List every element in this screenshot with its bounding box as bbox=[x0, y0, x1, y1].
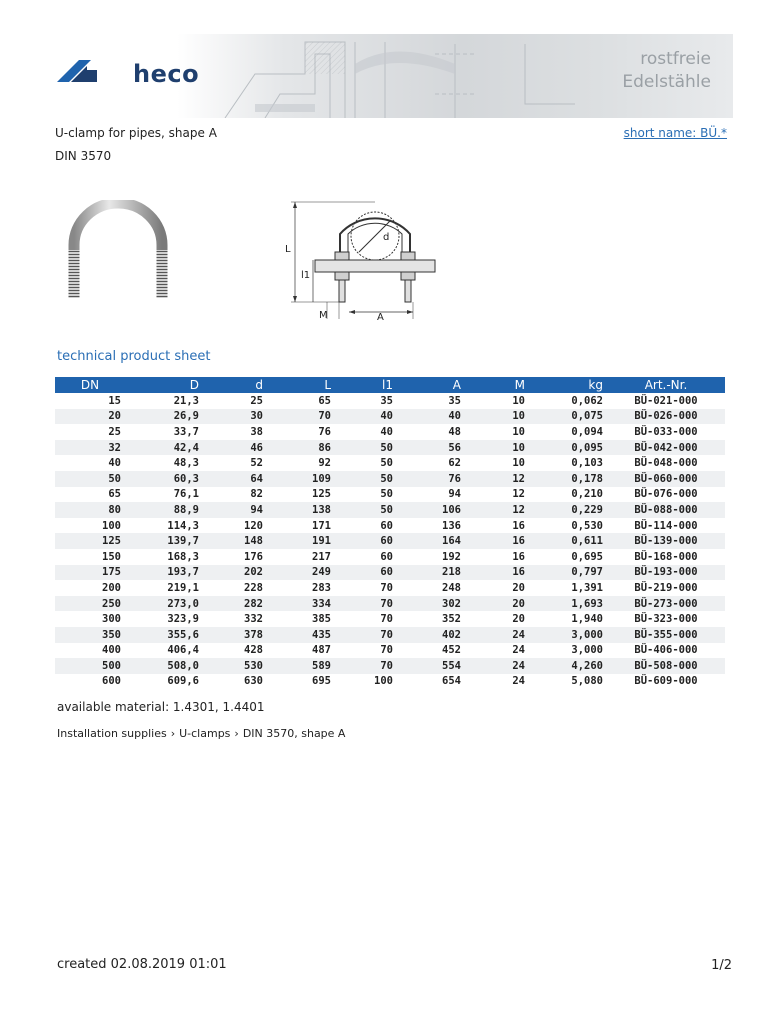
cell-kg: 0,530 bbox=[571, 519, 603, 532]
cell-m: 10 bbox=[512, 457, 525, 470]
cell-dn: 80 bbox=[55, 502, 125, 518]
cell-dn: 350 bbox=[55, 627, 125, 643]
cell-l: 249 bbox=[267, 565, 335, 581]
cell-art-nr: BÜ-355-000 bbox=[607, 627, 725, 643]
cell-d-inner: 25 bbox=[250, 394, 263, 407]
product-standard: DIN 3570 bbox=[55, 149, 112, 163]
tagline-line-1: rostfreie bbox=[640, 49, 711, 69]
cell-m: 10 bbox=[512, 425, 525, 438]
header-art-nr: Art.-Nr. bbox=[607, 377, 725, 393]
table-row bbox=[55, 487, 725, 503]
dim-label-A: A bbox=[377, 312, 384, 323]
cell-d-inner: 202 bbox=[203, 565, 267, 581]
cell-l: 695 bbox=[312, 675, 331, 688]
cell-a: 106 bbox=[397, 502, 465, 518]
cell-dn: 65 bbox=[108, 488, 121, 501]
cell-l: 171 bbox=[312, 519, 331, 532]
cell-l: 435 bbox=[267, 627, 335, 643]
cell-m: 20 bbox=[512, 581, 525, 594]
cell-d-outer: 508,0 bbox=[125, 658, 203, 674]
cell-d-inner: 176 bbox=[244, 550, 263, 563]
cell-l1: 100 bbox=[374, 675, 393, 688]
cell-art-nr: BÜ-026-000 bbox=[607, 409, 725, 425]
cell-art-nr: BÜ-273-000 bbox=[607, 596, 725, 612]
header-l: L bbox=[267, 377, 335, 393]
cell-art-nr: BÜ-508-000 bbox=[607, 658, 725, 674]
cell-d-outer: 48,3 bbox=[173, 457, 199, 470]
table-row bbox=[55, 565, 725, 581]
section-title: technical product sheet bbox=[57, 349, 211, 364]
cell-l1: 60 bbox=[335, 565, 397, 581]
cell-kg: 0,229 bbox=[529, 502, 607, 518]
cell-a: 76 bbox=[397, 471, 465, 487]
cell-d-outer: 21,3 bbox=[173, 394, 199, 407]
header-banner bbox=[55, 34, 733, 118]
cell-a: 35 bbox=[448, 394, 461, 407]
cell-l: 191 bbox=[267, 533, 335, 549]
cell-m: 16 bbox=[465, 565, 529, 581]
cell-m: 16 bbox=[512, 519, 525, 532]
cell-a: 554 bbox=[397, 658, 465, 674]
cell-l: 76 bbox=[318, 425, 331, 438]
cell-m: 24 bbox=[512, 675, 525, 688]
cell-d-inner: 282 bbox=[203, 596, 267, 612]
cell-kg: 4,260 bbox=[529, 658, 607, 674]
cell-kg: 5,080 bbox=[571, 675, 603, 688]
cell-a: 402 bbox=[397, 627, 465, 643]
cell-l1: 60 bbox=[335, 533, 397, 549]
cell-d-inner: 120 bbox=[244, 519, 263, 532]
cell-kg: 0,797 bbox=[529, 565, 607, 581]
header-kg: kg bbox=[529, 377, 607, 393]
cell-l1: 40 bbox=[335, 409, 397, 425]
cell-l: 65 bbox=[318, 394, 331, 407]
dimension-table bbox=[55, 377, 725, 689]
header-m: M bbox=[465, 377, 529, 393]
cell-art-nr: BÜ-088-000 bbox=[607, 502, 725, 518]
breadcrumb-separator: › bbox=[170, 727, 176, 740]
page-number: 1/2 bbox=[711, 958, 732, 973]
cell-d-outer: 60,3 bbox=[125, 471, 203, 487]
cell-kg: 0,094 bbox=[571, 425, 603, 438]
cell-dn: 100 bbox=[102, 519, 121, 532]
breadcrumb-installation-supplies[interactable]: Installation supplies bbox=[57, 727, 167, 740]
cell-l1: 50 bbox=[335, 440, 397, 456]
tagline-line-2: Edelstähle bbox=[622, 72, 711, 92]
cell-d-outer: 406,4 bbox=[167, 644, 199, 657]
table-row bbox=[55, 455, 725, 471]
cell-l1: 50 bbox=[380, 488, 393, 501]
cell-art-nr: BÜ-033-000 bbox=[634, 425, 698, 438]
dim-label-d: d bbox=[383, 232, 390, 243]
cell-l: 334 bbox=[267, 596, 335, 612]
cell-l1: 70 bbox=[335, 627, 397, 643]
table-row bbox=[55, 580, 725, 596]
cell-kg: 3,000 bbox=[571, 644, 603, 657]
dim-label-M: M bbox=[319, 310, 328, 321]
table-row bbox=[55, 393, 725, 409]
cell-kg: 1,940 bbox=[571, 613, 603, 626]
cell-dn: 50 bbox=[55, 471, 125, 487]
cell-a: 48 bbox=[448, 425, 461, 438]
cell-art-nr: BÜ-048-000 bbox=[634, 457, 698, 470]
table-header-row bbox=[55, 377, 725, 393]
breadcrumb-separator: › bbox=[234, 727, 239, 740]
cell-kg: 0,062 bbox=[571, 394, 603, 407]
cell-d-inner: 30 bbox=[203, 409, 267, 425]
cell-d-outer: 139,7 bbox=[125, 533, 203, 549]
cell-d-outer: 114,3 bbox=[167, 519, 199, 532]
cell-m: 20 bbox=[512, 613, 525, 626]
cell-m: 12 bbox=[512, 488, 525, 501]
cell-l1: 70 bbox=[380, 581, 393, 594]
cell-art-nr: BÜ-406-000 bbox=[634, 644, 698, 657]
cell-d-outer: 193,7 bbox=[125, 565, 203, 581]
cell-dn: 600 bbox=[102, 675, 121, 688]
cell-dn: 20 bbox=[55, 409, 125, 425]
cell-dn: 32 bbox=[55, 440, 125, 456]
cell-l: 487 bbox=[312, 644, 331, 657]
table-row bbox=[55, 502, 725, 518]
table-row bbox=[55, 658, 725, 674]
cell-l1: 70 bbox=[380, 613, 393, 626]
cell-d-inner: 428 bbox=[244, 644, 263, 657]
cell-d-inner: 332 bbox=[244, 613, 263, 626]
cell-kg: 0,210 bbox=[571, 488, 603, 501]
cell-kg: 0,611 bbox=[529, 533, 607, 549]
cell-l: 92 bbox=[318, 457, 331, 470]
cell-art-nr: BÜ-042-000 bbox=[607, 440, 725, 456]
cell-d-outer: 33,7 bbox=[173, 425, 199, 438]
cell-a: 192 bbox=[442, 550, 461, 563]
header-d-inner: d bbox=[203, 377, 267, 393]
cell-art-nr: BÜ-060-000 bbox=[607, 471, 725, 487]
cell-dn: 150 bbox=[102, 550, 121, 563]
cell-dn: 175 bbox=[55, 565, 125, 581]
cell-art-nr: BÜ-323-000 bbox=[634, 613, 698, 626]
table-row bbox=[55, 440, 725, 456]
cell-m: 24 bbox=[465, 627, 529, 643]
cell-art-nr: BÜ-219-000 bbox=[634, 581, 698, 594]
cell-l1: 50 bbox=[335, 502, 397, 518]
cell-a: 302 bbox=[397, 596, 465, 612]
cell-dn: 15 bbox=[108, 394, 121, 407]
table-row bbox=[55, 533, 725, 549]
cell-l: 109 bbox=[267, 471, 335, 487]
cell-a: 40 bbox=[397, 409, 465, 425]
table-row bbox=[55, 518, 725, 534]
dim-label-L: L bbox=[285, 244, 291, 255]
cell-art-nr: BÜ-168-000 bbox=[634, 550, 698, 563]
header-dn: DN bbox=[55, 377, 125, 393]
cell-dn: 300 bbox=[102, 613, 121, 626]
cell-l1: 70 bbox=[380, 644, 393, 657]
table-row bbox=[55, 471, 725, 487]
cell-dn: 40 bbox=[108, 457, 121, 470]
cell-l1: 50 bbox=[335, 471, 397, 487]
cell-d-outer: 323,9 bbox=[167, 613, 199, 626]
cell-d-inner: 228 bbox=[244, 581, 263, 594]
cell-l1: 35 bbox=[380, 394, 393, 407]
cell-m: 20 bbox=[465, 596, 529, 612]
cell-a: 136 bbox=[442, 519, 461, 532]
table-row bbox=[55, 627, 725, 643]
cell-d-inner: 148 bbox=[203, 533, 267, 549]
cell-art-nr: BÜ-021-000 bbox=[634, 394, 698, 407]
cell-d-inner: 94 bbox=[203, 502, 267, 518]
cell-m: 16 bbox=[512, 550, 525, 563]
table-row bbox=[55, 549, 725, 565]
cell-art-nr: BÜ-076-000 bbox=[634, 488, 698, 501]
u-clamp-dimension-drawing-icon bbox=[285, 194, 445, 329]
available-material: available material: 1.4301, 1.4401 bbox=[57, 700, 265, 714]
created-timestamp: created 02.08.2019 01:01 bbox=[57, 957, 227, 972]
cell-d-outer: 26,9 bbox=[125, 409, 203, 425]
cell-d-inner: 82 bbox=[250, 488, 263, 501]
cell-kg: 1,391 bbox=[571, 581, 603, 594]
cell-kg: 0,095 bbox=[529, 440, 607, 456]
cell-kg: 3,000 bbox=[529, 627, 607, 643]
cell-d-inner: 530 bbox=[203, 658, 267, 674]
cell-d-outer: 42,4 bbox=[125, 440, 203, 456]
cell-l: 283 bbox=[312, 581, 331, 594]
cell-d-inner: 46 bbox=[203, 440, 267, 456]
short-name-link[interactable]: short name: BÜ.* bbox=[623, 126, 727, 140]
breadcrumb bbox=[57, 727, 345, 740]
header-l1: l1 bbox=[335, 377, 397, 393]
cell-art-nr: BÜ-139-000 bbox=[607, 533, 725, 549]
cell-m: 10 bbox=[465, 409, 529, 425]
cell-l1: 60 bbox=[380, 550, 393, 563]
product-title: U-clamp for pipes, shape A bbox=[55, 126, 217, 140]
breadcrumb-u-clamps[interactable]: U-clamps bbox=[179, 727, 231, 740]
header-d-outer: D bbox=[125, 377, 203, 393]
u-clamp-photo-icon bbox=[64, 200, 174, 300]
cell-a: 654 bbox=[442, 675, 461, 688]
cell-d-outer: 609,6 bbox=[167, 675, 199, 688]
cell-d-outer: 88,9 bbox=[125, 502, 203, 518]
cell-art-nr: BÜ-114-000 bbox=[634, 519, 698, 532]
cell-dn: 125 bbox=[55, 533, 125, 549]
cell-m: 12 bbox=[465, 502, 529, 518]
table-row bbox=[55, 424, 725, 440]
cell-a: 62 bbox=[448, 457, 461, 470]
cell-a: 248 bbox=[442, 581, 461, 594]
cell-l1: 40 bbox=[380, 425, 393, 438]
cell-d-outer: 168,3 bbox=[167, 550, 199, 563]
cell-m: 10 bbox=[465, 440, 529, 456]
table-row bbox=[55, 643, 725, 659]
table-row bbox=[55, 409, 725, 425]
brand-logo-text: heco bbox=[133, 60, 200, 88]
cell-kg: 1,693 bbox=[529, 596, 607, 612]
cell-l: 589 bbox=[267, 658, 335, 674]
cell-d-inner: 64 bbox=[203, 471, 267, 487]
table-row bbox=[55, 611, 725, 627]
cell-art-nr: BÜ-193-000 bbox=[607, 565, 725, 581]
cell-l: 125 bbox=[312, 488, 331, 501]
cell-l1: 70 bbox=[335, 596, 397, 612]
cell-a: 94 bbox=[448, 488, 461, 501]
cell-kg: 0,695 bbox=[571, 550, 603, 563]
cell-d-outer: 273,0 bbox=[125, 596, 203, 612]
cell-l1: 60 bbox=[380, 519, 393, 532]
cell-art-nr: BÜ-609-000 bbox=[634, 675, 698, 688]
cell-dn: 200 bbox=[102, 581, 121, 594]
cell-d-inner: 630 bbox=[244, 675, 263, 688]
cell-a: 352 bbox=[442, 613, 461, 626]
cell-l: 86 bbox=[267, 440, 335, 456]
cell-d-inner: 38 bbox=[250, 425, 263, 438]
table-row bbox=[55, 596, 725, 612]
header-a: A bbox=[397, 377, 465, 393]
cell-m: 24 bbox=[512, 644, 525, 657]
cell-l: 217 bbox=[312, 550, 331, 563]
cell-l1: 50 bbox=[380, 457, 393, 470]
cell-m: 12 bbox=[465, 471, 529, 487]
cell-m: 10 bbox=[512, 394, 525, 407]
cell-a: 218 bbox=[397, 565, 465, 581]
cell-l: 385 bbox=[312, 613, 331, 626]
cell-d-inner: 52 bbox=[250, 457, 263, 470]
cell-dn: 400 bbox=[102, 644, 121, 657]
breadcrumb-din-3570-shape-a[interactable]: DIN 3570, shape A bbox=[242, 727, 346, 740]
cell-dn: 250 bbox=[55, 596, 125, 612]
cell-d-outer: 219,1 bbox=[167, 581, 199, 594]
cell-dn: 500 bbox=[55, 658, 125, 674]
cell-l: 70 bbox=[267, 409, 335, 425]
cell-a: 452 bbox=[442, 644, 461, 657]
cell-m: 16 bbox=[465, 533, 529, 549]
cell-d-inner: 378 bbox=[203, 627, 267, 643]
cell-kg: 0,103 bbox=[571, 457, 603, 470]
cell-d-outer: 76,1 bbox=[173, 488, 199, 501]
cell-l1: 70 bbox=[335, 658, 397, 674]
cell-kg: 0,075 bbox=[529, 409, 607, 425]
cell-a: 164 bbox=[397, 533, 465, 549]
brand-tagline bbox=[622, 48, 711, 94]
table-row bbox=[55, 674, 725, 690]
cell-a: 56 bbox=[397, 440, 465, 456]
cell-d-outer: 355,6 bbox=[125, 627, 203, 643]
cell-dn: 25 bbox=[108, 425, 121, 438]
dim-label-l1: l1 bbox=[301, 270, 311, 281]
cell-kg: 0,178 bbox=[529, 471, 607, 487]
cell-m: 24 bbox=[465, 658, 529, 674]
cell-l: 138 bbox=[267, 502, 335, 518]
